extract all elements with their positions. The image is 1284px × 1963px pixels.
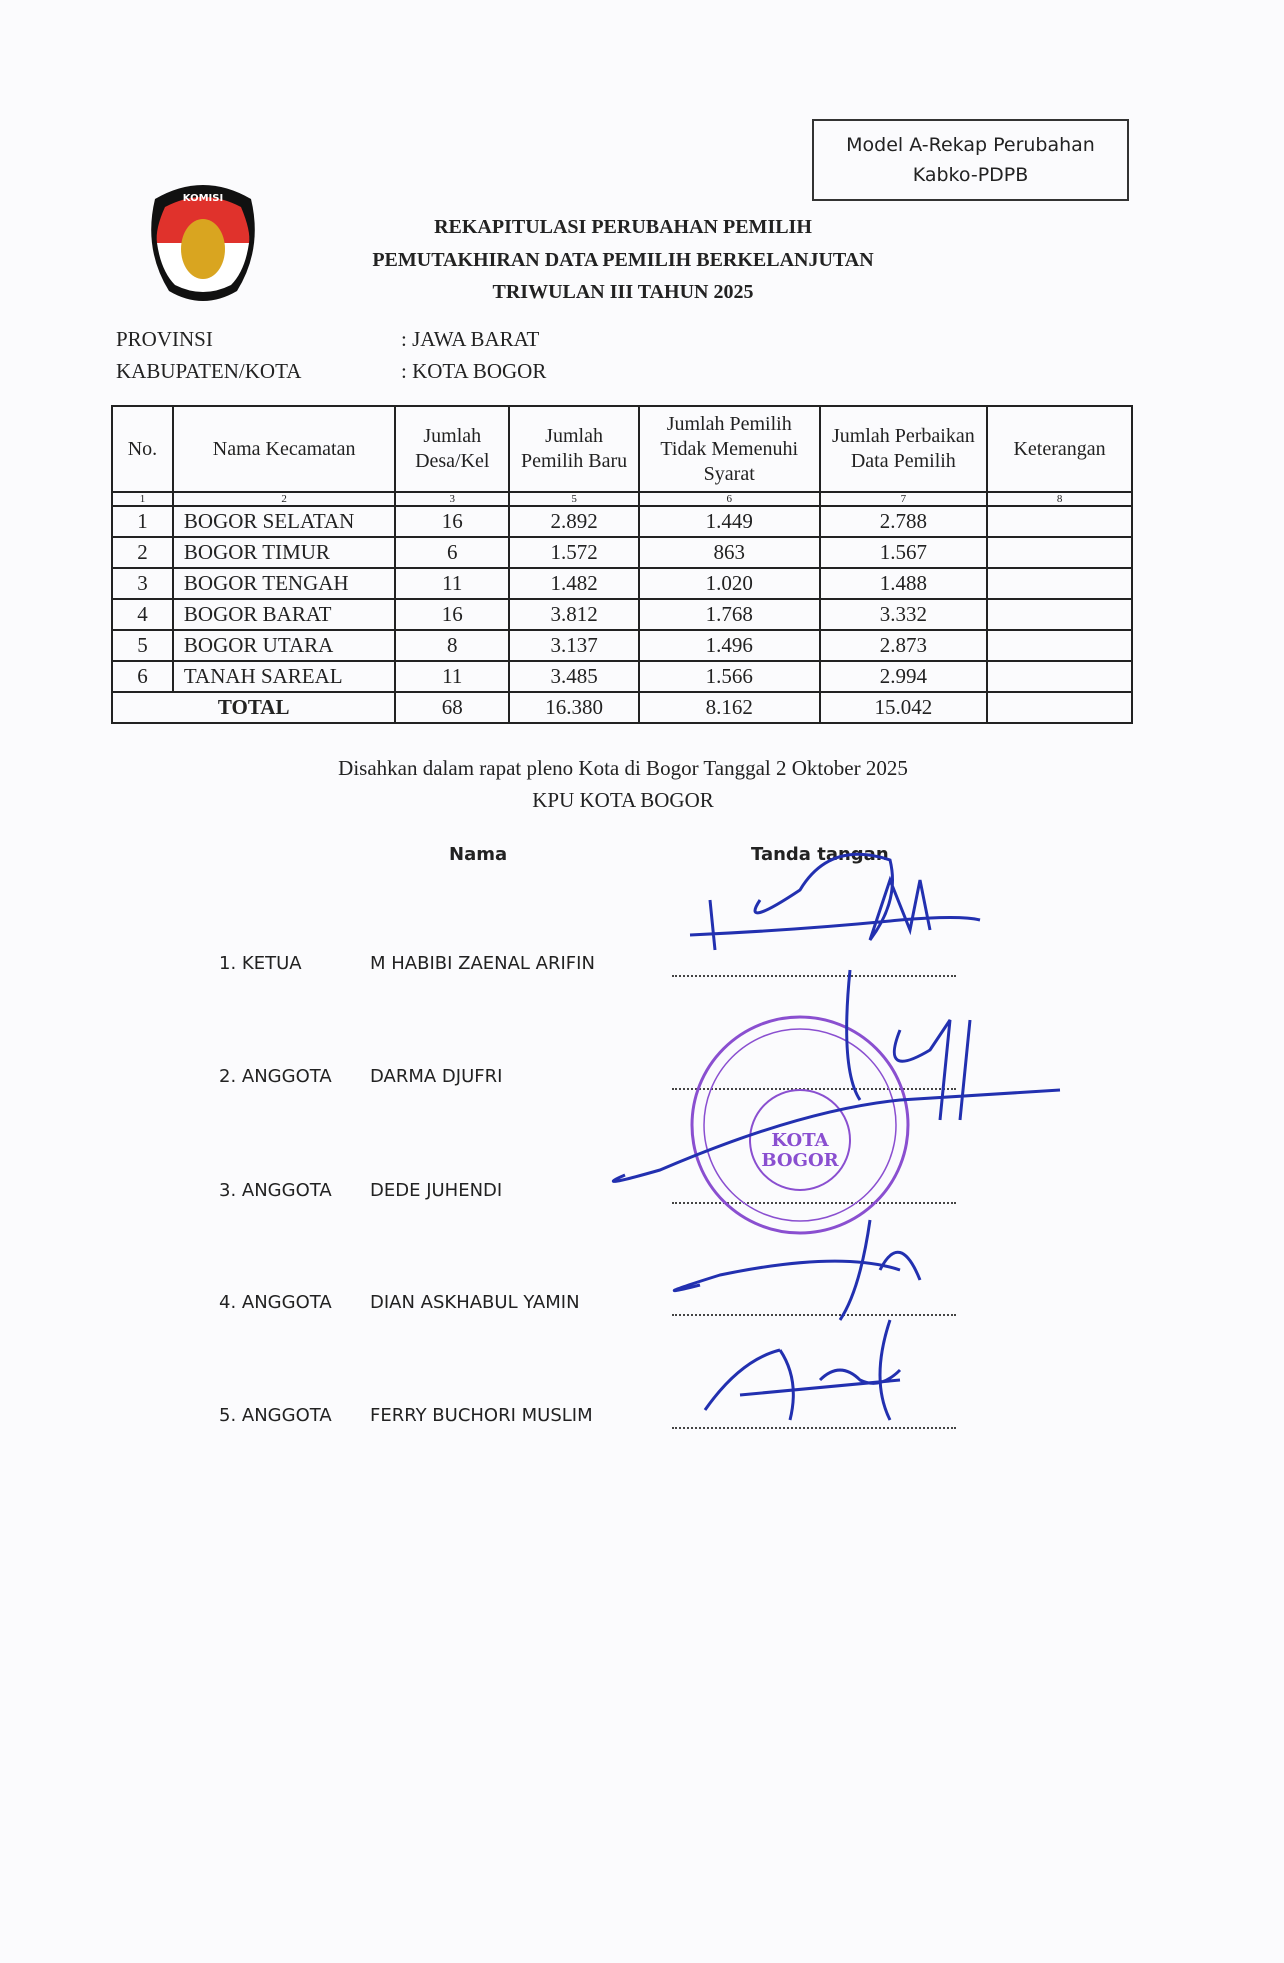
total-label: TOTAL [112, 692, 395, 723]
sign-column-label: Tanda tangan [751, 844, 889, 865]
total-cell: 15.042 [820, 692, 988, 723]
signer-role: 1. KETUA [219, 953, 302, 974]
table-cell: 2.994 [820, 661, 988, 692]
colnum: 3 [395, 492, 509, 506]
col-desa: Jumlah Desa/Kel [395, 406, 509, 492]
signer-role: 2. ANGGOTA [219, 1066, 332, 1087]
col-pemilih-baru: Jumlah Pemilih Baru [509, 406, 639, 492]
total-cell: 16.380 [509, 692, 639, 723]
title-line-2: PEMUTAKHIRAN DATA PEMILIH BERKELANJUTAN [372, 249, 874, 271]
city-label: KABUPATEN/KOTA [116, 359, 302, 383]
model-line-1: Model A-Rekap Perubahan [846, 134, 1095, 156]
col-tms: Jumlah Pemilih Tidak Memenuhi Syarat [639, 406, 820, 492]
table-cell: 2 [112, 537, 173, 568]
table-cell: 16 [395, 599, 509, 630]
table-cell: BOGOR TENGAH [173, 568, 395, 599]
approval-text: Disahkan dalam rapat pleno Kota di Bogor Tanggal 2 Oktober 2025 [338, 756, 908, 780]
table-row [112, 537, 1132, 568]
table-cell: 8 [395, 630, 509, 661]
table-cell: 3.485 [509, 661, 639, 692]
total-row [112, 692, 1132, 723]
colnum: 1 [112, 492, 173, 506]
signer-name: DIAN ASKHABUL YAMIN [370, 1292, 580, 1313]
total-cell: 8.162 [639, 692, 820, 723]
name-column-label: Nama [449, 844, 508, 865]
province-value: : JAWA BARAT [401, 327, 540, 351]
column-number-row [112, 492, 1132, 506]
signer-name: M HABIBI ZAENAL ARIFIN [370, 953, 595, 974]
table-cell [987, 599, 1132, 630]
colnum: 2 [173, 492, 395, 506]
city-value: : KOTA BOGOR [401, 359, 547, 383]
table-cell: 3.812 [509, 599, 639, 630]
table-cell: 2.873 [820, 630, 988, 661]
table-cell [987, 537, 1132, 568]
table-cell: 863 [639, 537, 820, 568]
table-row [112, 661, 1132, 692]
table-cell: 2.892 [509, 506, 639, 537]
col-kecamatan: Nama Kecamatan [173, 406, 395, 492]
table-cell: 1.449 [639, 506, 820, 537]
svg-text:KOTA: KOTA [771, 1130, 829, 1151]
colnum: 5 [509, 492, 639, 506]
kpu-logo [141, 179, 265, 307]
table-cell: BOGOR TIMUR [173, 537, 395, 568]
colnum: 8 [987, 492, 1132, 506]
table-cell [987, 568, 1132, 599]
table-cell: 11 [395, 568, 509, 599]
header-row [112, 406, 1132, 492]
signer-name: FERRY BUCHORI MUSLIM [370, 1405, 593, 1426]
table-cell: BOGOR UTARA [173, 630, 395, 661]
table-cell: 1.496 [639, 630, 820, 661]
table-cell: 5 [112, 630, 173, 661]
table-row [112, 630, 1132, 661]
form-model-box [812, 119, 1129, 201]
title-line-3: TRIWULAN III TAHUN 2025 [492, 281, 754, 303]
handwritten-signatures [613, 854, 1060, 1420]
table-cell: 2.788 [820, 506, 988, 537]
table-cell: BOGOR SELATAN [173, 506, 395, 537]
table-cell: 1 [112, 506, 173, 537]
signer-role: 3. ANGGOTA [219, 1180, 332, 1201]
table-cell: 1.768 [639, 599, 820, 630]
province-label: PROVINSI [116, 327, 213, 351]
total-cell: 68 [395, 692, 509, 723]
title-line-1: REKAPITULASI PERUBAHAN PEMILIH [434, 216, 812, 238]
table-cell [987, 506, 1132, 537]
table-cell: 3.137 [509, 630, 639, 661]
table-cell: 1.572 [509, 537, 639, 568]
total-cell [987, 692, 1132, 723]
table-cell: 6 [395, 537, 509, 568]
colnum: 7 [820, 492, 988, 506]
table-cell: 4 [112, 599, 173, 630]
table-cell [987, 661, 1132, 692]
signer-role: 4. ANGGOTA [219, 1292, 332, 1313]
table-cell [987, 630, 1132, 661]
approval-org: KPU KOTA BOGOR [532, 788, 714, 812]
table-cell: 3.332 [820, 599, 988, 630]
table-cell: 16 [395, 506, 509, 537]
table-cell: BOGOR BARAT [173, 599, 395, 630]
table-cell: 1.020 [639, 568, 820, 599]
signatures-and-stamp [600, 820, 1080, 1440]
table-row [112, 568, 1132, 599]
table-cell: 6 [112, 661, 173, 692]
col-keterangan: Keterangan [987, 406, 1132, 492]
svg-text:BOGOR: BOGOR [761, 1150, 839, 1171]
model-line-2: Kabko-PDPB [912, 164, 1029, 186]
colnum: 6 [639, 492, 820, 506]
table-cell: 11 [395, 661, 509, 692]
official-stamp [692, 1017, 908, 1233]
table-cell: 3 [112, 568, 173, 599]
table-cell: 1.567 [820, 537, 988, 568]
table-row [112, 599, 1132, 630]
table-cell: 1.566 [639, 661, 820, 692]
table-cell: TANAH SAREAL [173, 661, 395, 692]
table-row [112, 506, 1132, 537]
recap-table [111, 405, 1133, 724]
col-perbaikan: Jumlah Perbaikan Data Pemilih [820, 406, 988, 492]
svg-text:KOMISI: KOMISI [182, 193, 224, 204]
col-no: No. [112, 406, 173, 492]
signer-name: DEDE JUHENDI [370, 1180, 503, 1201]
table-cell: 1.488 [820, 568, 988, 599]
signer-name: DARMA DJUFRI [370, 1066, 503, 1087]
table-cell: 1.482 [509, 568, 639, 599]
signer-role: 5. ANGGOTA [219, 1405, 332, 1426]
